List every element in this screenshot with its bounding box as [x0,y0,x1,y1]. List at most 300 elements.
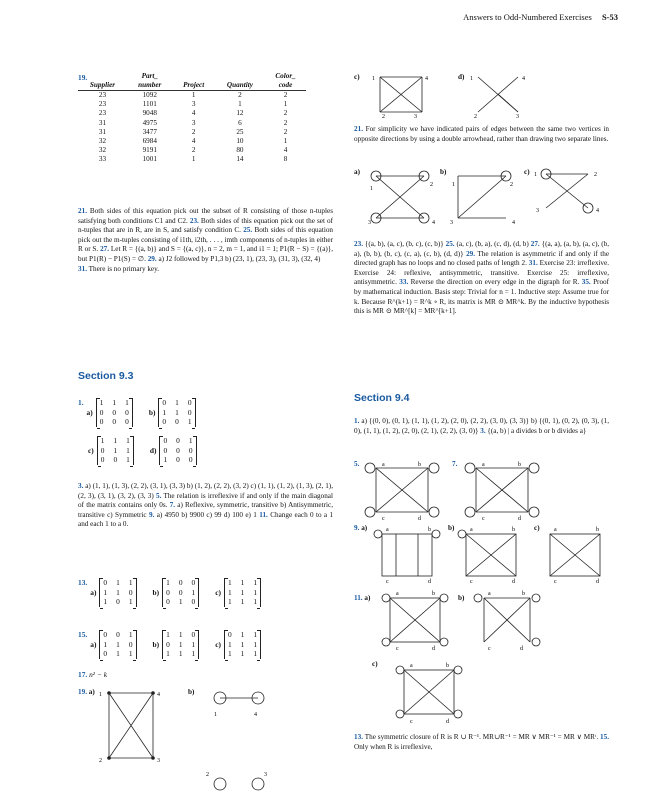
table-cell: 25 [236,127,244,136]
table-cell: 4975 [142,118,157,127]
table-cell: 2 [238,91,242,99]
digraph-9b [456,526,532,584]
s94-ex1-3 [354,417,609,436]
r-ex25-num: 25. [445,240,455,248]
vl-d-5: d [418,516,421,522]
table-header-1-2 [173,72,215,81]
table-cell: 1 [191,155,196,164]
matrix-entry: 0 [112,407,117,417]
matrix-entry: 1 [227,649,232,658]
header-title: Answers to Odd-Numbered Exercises [463,12,592,22]
vl-d-9a: d [428,579,431,584]
r-ex21-text: For simplicity we have indicated pairs of edges between the same two vertices in opposite directions by using a double arrowhead, rather than drawing two separate lines. [354,125,609,143]
vl-a-7: a [482,462,485,468]
matrix-row [228,640,257,650]
s94-ex9-b-label: b) [448,524,455,532]
ex15-b-label: b) [152,639,160,649]
r-ex23-text: {(a, b), (a, c), (b, c), (c, b)} [364,240,444,248]
ex13-b-label: b) [152,587,160,597]
vl-a-5: a [382,462,385,468]
matrix-13b [162,578,199,607]
table-cell: 33 [98,155,107,164]
matrix-entry: 1 [128,649,133,658]
matrix-row [101,455,130,465]
matrix-entry: 1 [253,630,258,639]
table-cell: 1 [238,100,242,109]
matrix-entry: 0 [178,587,183,597]
v-label-4c: 4 [425,76,428,82]
ex1-c-label: c) [88,445,94,455]
matrix-entry: 1 [191,649,196,658]
ex1-d-label: d) [149,445,157,455]
table-cell: 3 [191,118,196,127]
vl-b-9c: b [596,527,599,533]
matrix-entry: 1 [191,587,196,597]
vl-d-11a: d [432,646,435,652]
matrix-entry: 1 [103,597,108,606]
v-label-3: 3 [157,758,160,764]
vl-a-11a: a [396,591,399,597]
digraph-7 [462,460,552,522]
matrix-entry: 0 [191,597,196,606]
ex25-num: 25. [243,226,253,235]
matrix-1a [96,398,133,427]
matrix-entry: 1 [253,639,258,649]
matrix-entry: 0 [100,445,105,455]
s94-ex5-num: 5. [354,460,360,468]
s94-ex9-num: 9. [354,524,360,532]
v-label-3c: 3 [414,114,417,118]
matrix-row [166,578,195,588]
v-label-1d: 1 [470,76,473,82]
vl-b-9b: b [512,527,515,533]
vl-d-9c: d [596,579,599,584]
table-cell: 4 [283,146,288,155]
table-cell: 9048 [142,109,157,118]
digraph-9a [372,526,448,584]
r-ex29-num: 29. [466,249,476,258]
matrix-entry: 1 [253,587,258,597]
table-row [78,119,306,128]
ex31-num: 31. [78,264,87,273]
s94-ex15-num: 15. [600,733,610,741]
matrix-row [228,630,257,640]
ex21-a-label: a) [354,168,360,176]
table-cell: 1101 [142,100,157,109]
ex31-text: There is no primary key. [88,264,160,273]
v-label-2-21b: 2 [510,182,513,188]
ex13-c-label: c) [215,587,221,597]
v-label-1-21a: 1 [370,186,373,192]
table-header-project: Project [173,81,215,91]
matrix-entry: 0 [116,630,120,639]
matrix-entry: 0 [166,639,170,649]
ex1-a-label: a) [86,407,93,417]
ex7-num: 7. [169,501,176,510]
ex15-c-label: c) [215,639,221,649]
ex15-a-label: a) [90,639,97,649]
matrix-entry: 1 [163,455,168,464]
ex21-b-label: b) [440,168,447,176]
matrix-entry: 0 [99,407,104,417]
matrix-entry: 0 [100,455,105,464]
v-label-2b: 2 [206,772,209,778]
table-cell: 23 [98,109,107,118]
table-cell: 32 [98,137,107,146]
matrix-entry: 1 [128,630,133,639]
matrix-entry: 1 [240,649,245,658]
matrix-entry: 1 [100,436,105,445]
matrix-entry: 1 [116,578,120,587]
ex13-a-label: a) [90,587,97,597]
vl-d-9b: d [512,579,515,584]
r-ex27-text: {(a, a), (a, b), (a, c), (b, a), (b, b), (b, c), (c, a), (c, b), (d, d)} [354,240,610,258]
matrix-entry: 0 [163,436,168,445]
ex19b-a-label: a) [88,688,95,696]
table-header-1-3 [215,72,265,81]
ex15-matrices [78,630,277,659]
matrix-row [166,649,195,659]
matrix-entry: 1 [175,398,179,407]
table-header-1-0 [78,72,127,81]
ex17-num: 17. [78,670,88,679]
matrix-entry: 1 [188,436,193,445]
matrix-row [166,597,195,607]
table-cell: 2 [283,109,288,118]
table-cell: 2 [283,118,288,127]
matrix-entry: 1 [227,597,232,606]
v-label-2c: 2 [382,114,385,118]
v-label-2-21a: 2 [430,182,433,188]
ex21-right [354,125,609,144]
ex15-num: 15. [78,630,88,639]
r-ex21-num: 21. [354,125,363,133]
matrix-entry: 1 [227,578,232,587]
ex19c-label: c) [354,73,360,81]
matrix-row [163,446,192,456]
matrix-entry: 1 [175,407,179,417]
r-ex31-text: Exercise 23: irreflexive. Exercise 24: reflexive, antisymmetric, transitive. Exercise 25: irreflexive, antisymmetric. [354,259,610,287]
ex3-11-text [78,482,333,530]
matrix-entry: 1 [162,407,167,417]
v-label-1-21b: 1 [452,182,455,188]
r-ex35-num: 35. [581,278,591,287]
matrix-row [103,578,132,588]
vl-c-9b: c [470,579,473,584]
table-cell: 31 [98,127,107,136]
v-label-2-21c: 2 [594,172,597,178]
matrix-entry: 0 [227,630,232,639]
ex1-num: 1. [78,398,84,407]
v-label-4d: 4 [522,76,525,82]
digraph-9c [540,526,616,584]
matrix-entry: 1 [178,639,183,649]
vl-a-11c: a [410,663,413,669]
matrix-entry: 0 [187,407,192,417]
matrix-entry: 1 [253,597,258,606]
table-cell: 6 [238,118,242,127]
matrix-row [228,597,257,607]
s94-ex3-num: 3. [480,426,486,435]
matrix-row [162,398,191,408]
s94-ex3-text: {(a, b) | a divides b or b divides a} [487,426,587,435]
vl-c-11b: c [488,646,491,652]
matrix-entry: 0 [191,578,196,587]
table-row [78,137,306,146]
ex27-num: 27. [100,245,110,254]
v-label-4b: 4 [254,712,257,718]
page-number: S-53 [601,12,618,22]
matrix-entry: 1 [126,436,130,445]
matrix-entry: 1 [125,398,129,407]
matrix-entry: 0 [176,436,180,445]
ex23-text: Both sides of this equation pick out the set of n-tuples that are in R, are in S, and satisfy condition C. [78,216,334,235]
matrix-entry: 0 [166,587,170,597]
table-header-supplier: Supplier [78,81,127,91]
vl-b-11b: b [522,591,525,597]
table-cell: 1001 [142,155,157,164]
matrix-entry: 1 [166,578,170,587]
ex13-num: 13. [78,578,88,587]
vl-c-7: c [482,516,485,522]
table-cell: 6984 [142,137,157,146]
ex23-num: 23. [189,216,199,225]
matrix-entry: 0 [125,417,129,426]
table-row [78,100,306,109]
table-cell: 23 [98,91,107,99]
table-cell: 2 [283,91,288,99]
s94-ex11-c-label: c) [372,660,378,668]
exercise-19-number: 19. [78,73,88,82]
ex21-c-label: c) [524,168,530,176]
matrix-entry: 0 [113,455,118,464]
r-ex35-text: Proof by mathematical induction. Basis step: Trivial for n = 1. Inductive step: Assume true for k. Because R^(k+1) = R^k ∘ R, its matrix is MR ⊙ MR^k. By the inductive hypothesis this is MR ⊙ MR^[k] = MR^[k+1]. [354,278,610,316]
table-cell: 9191 [142,146,157,155]
table-cell: 3 [191,100,196,109]
vl-b-9a: b [428,527,431,533]
v-label-3-21b: 3 [450,220,453,226]
table-cell: 12 [236,109,244,118]
matrix-15b [162,630,199,659]
table-header-quantity: Quantity [215,81,265,91]
table-cell: 3477 [142,127,157,136]
ex21-text: Both sides of this equation pick out the subset of R consisting of those n-tuples satisfying both conditions C1 and C2. [78,207,334,225]
ex7-text: a) Reflexive, symmetric, transitive b) Antisymmetric, transitive c) Symmetric [78,501,333,519]
ex11-text: Change each 0 to a 1 and each 1 to a 0. [78,510,334,529]
vl-a-11b: a [488,591,491,597]
table-row [78,91,306,101]
vl-d-11b: d [520,646,523,652]
table-cell: 1 [283,100,288,109]
table-cell: 32 [98,146,107,155]
matrix-entry: 1 [116,639,120,649]
matrix-entry: 1 [178,597,183,606]
r-ex27-num: 27. [530,240,540,248]
matrix-entry: 1 [240,639,245,649]
matrix-entry: 0 [128,639,133,649]
table-row [78,109,306,118]
matrix-1c [97,436,134,465]
section-9-4-heading: Section 9.4 [354,392,410,404]
matrix-entry: 0 [103,649,108,658]
vl-c-9c: c [554,579,557,584]
s94-ex11-b-label: b) [458,594,465,602]
table-cell: 2 [191,146,196,155]
matrix-entry: 1 [227,639,232,649]
s94-ex15-text: Only when R is irreflexive, [354,742,433,751]
matrix-entry: 0 [103,578,108,587]
page-header [463,12,618,22]
matrix-entry: 0 [188,445,193,455]
matrix-entry: 1 [112,398,117,407]
table-row [78,146,306,155]
matrix-row [103,649,132,659]
matrix-entry: 0 [175,417,179,426]
ex29-num: 29. [147,254,157,263]
matrix-13c [224,578,261,607]
v-label-3-21a: 3 [368,220,371,226]
matrix-entry: 1 [166,649,170,658]
s94-ex13-15 [354,733,609,752]
digraph-21c [532,166,612,222]
ex5-num: 5. [155,491,162,500]
ex9-num: 9. [148,510,155,519]
matrix-entry: 0 [162,417,167,426]
v-label-1b: 1 [214,712,217,718]
matrix-entry: 0 [187,398,192,407]
table-cell: 2 [191,127,196,136]
matrix-row [166,630,195,640]
ex3-num: 3. [78,482,84,490]
vl-c-11a: c [396,646,399,652]
matrix-row [103,630,132,640]
ex17 [78,670,333,680]
matrix-entry: 0 [191,630,196,639]
table-row [78,155,306,164]
vl-a-9c: a [554,527,557,533]
table-header-1-4: Color_ [275,72,296,80]
s94-ex13-num: 13. [354,733,363,741]
digraph-11c [392,660,472,724]
s94-ex7-num: 7. [452,460,458,468]
vl-b-11c: b [446,663,449,669]
s94-ex9-c-label: c) [534,524,540,532]
matrix-entry: 0 [162,398,167,407]
table-cell: 1 [191,91,196,99]
digraph-5 [362,460,452,522]
table-cell: 1092 [142,91,157,99]
ex19b-b-label: b) [188,688,195,696]
vl-b-11a: b [432,591,435,597]
matrix-entry: 1 [128,597,133,606]
matrix-entry: 0 [99,417,104,426]
matrix-entry: 1 [103,587,108,597]
matrix-entry: 1 [240,597,245,606]
ex25-text: Both sides of this equation pick out the m-tuples consisting of i1th, i2th, . . . , imth components of n-tuples in either R or S. [78,226,334,254]
matrix-entry: 1 [187,417,192,426]
table-cell: 10 [236,137,244,146]
ex27-text: Let R = {(a, b)} and S = {(a, c)}, n = 2, m = 1, and i1 = 1; P1(R − S) = {(a)}, but P1(R) − P1(S) = ∅. [78,245,334,263]
v-label-4-21c: 4 [596,208,599,214]
digraph-19d [470,72,530,118]
matrix-row [166,588,195,598]
matrix-1b [158,398,195,427]
matrix-row [103,588,132,598]
matrix-entry: 1 [227,587,232,597]
matrix-row [162,408,191,418]
s94-ex1-text: a) {(0, 0), (0, 1), (1, 1), (1, 2), (2, 0), (2, 2), (3, 0), (3, 3)} b) {(0, 1), (0, 2), (0, 3), (1, 0), (1, 1), (1, 2), (2, 0), (2, 1), (2, 2), (3, 0)} [354,417,610,435]
matrix-entry: 0 [128,587,133,597]
v-label-4-21a: 4 [432,220,435,226]
section-9-3-heading: Section 9.3 [78,370,134,382]
table-cell: 14 [236,155,244,164]
matrix-row [100,398,129,408]
digraph-19a [95,688,165,766]
matrix-entry: 1 [191,639,196,649]
matrix-entry: 1 [240,587,245,597]
ex17-text: n² − k [89,670,107,679]
supplier-table [78,72,306,165]
r-ex33-text: Reverse the direction on every edge in the digraph for R. [410,278,580,287]
matrix-entry: 1 [128,578,133,587]
matrix-13a [99,578,136,607]
ex19d-label: d) [458,73,465,81]
v-label-3b: 3 [264,772,267,778]
v-label-2: 2 [99,758,102,764]
matrix-entry: 1 [126,455,130,464]
matrix-entry: 1 [240,578,245,587]
s94-ex11-num: 11. [354,594,363,602]
v-label-1-21c: 1 [534,172,537,178]
table-cell: 1 [283,137,288,146]
matrix-row [166,640,195,650]
matrix-entry: 0 [112,417,117,426]
ex1-matrices-row2 [88,436,213,465]
matrix-entry: 1 [178,630,183,639]
table-header-1-1: Part_ [141,72,158,80]
matrix-row [228,578,257,588]
table-cell: 4 [191,109,196,118]
digraph-21a [366,168,446,230]
digraph-11a [378,590,458,652]
table-cell: 80 [236,146,244,155]
matrix-15a [99,630,136,659]
matrix-row [103,640,132,650]
matrix-row [228,588,257,598]
matrix-entry: 1 [240,630,245,639]
v-label-4-21b: 4 [512,220,515,226]
ex1-b-label: b) [148,407,156,417]
matrix-row [103,597,132,607]
matrix-row [100,408,129,418]
matrix-entry: 0 [176,455,180,464]
matrix-row [163,436,192,446]
matrix-entry: 1 [116,649,120,658]
matrix-row [100,417,129,427]
ex5-text: The relation is irreflexive if and only if the main diagonal of the matrix contains only 0s. [78,491,333,510]
table-cell: 8 [283,155,288,164]
matrix-entry: 0 [178,578,183,587]
v-label-4: 4 [157,692,160,698]
vl-a-9a: a [386,527,389,533]
vl-a-9b: a [470,527,473,533]
ex19b-num: 19. [78,688,87,696]
matrix-entry: 1 [166,630,170,639]
matrix-row [101,436,130,446]
v-label-3d: 3 [516,114,519,118]
ex21-num: 21. [78,207,87,215]
matrix-entry: 0 [125,407,129,417]
